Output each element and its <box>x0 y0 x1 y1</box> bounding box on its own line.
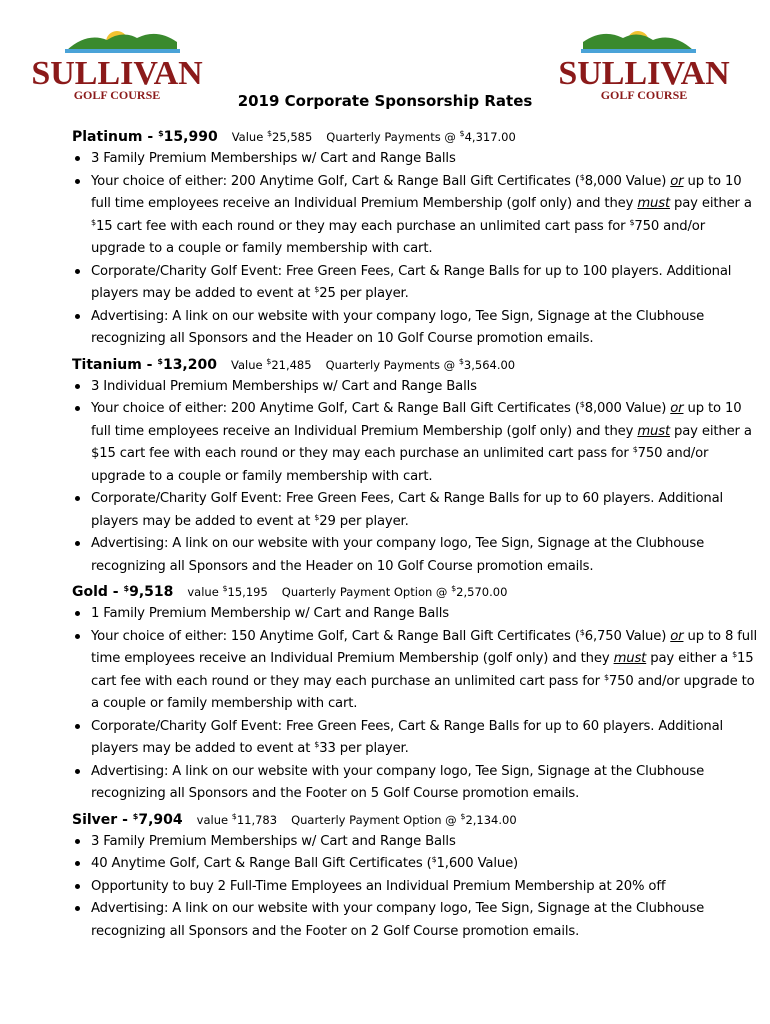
emphasis-or: or <box>670 401 684 416</box>
payment-amount: 4,317.00 <box>464 130 516 144</box>
benefit-item <box>72 898 762 943</box>
tier-heading <box>72 127 762 148</box>
benefit-item <box>72 171 762 261</box>
currency-symbol: $ <box>460 811 466 821</box>
tier-price: 7,904 <box>138 811 183 828</box>
tier-heading <box>72 582 762 603</box>
currency-symbol: $ <box>123 584 130 593</box>
sponsorship-content <box>72 127 762 943</box>
tier-name <box>72 812 183 828</box>
benefit-item <box>72 488 762 533</box>
currency-symbol: $ <box>632 445 638 454</box>
benefit-text: 3 Family Premium Memberships w/ Cart and Range Balls <box>91 151 456 166</box>
benefit-text: up to 10 full time employees receive an Individual Premium Membership (golf only) and they <box>91 173 742 211</box>
tier-section <box>72 582 762 806</box>
benefit-text: Corporate/Charity Golf Event: Free Green Fees, Cart & Range Balls for up to 60 players. Additional players may be added to event at <box>91 718 724 756</box>
currency-symbol: $ <box>579 172 585 182</box>
benefit-text: pay either a <box>646 651 733 666</box>
currency-symbol: $ <box>158 129 164 138</box>
benefit-text: pay either a $15 cart fee with each round or they may each purchase an unlimited cart pass for <box>91 423 752 461</box>
tier-label: Silver - <box>72 811 133 828</box>
tier-label: Titanium - <box>72 356 158 373</box>
benefit-text: 15 cart fee with each round or they may each purchase an unlimited cart pass for <box>95 218 630 234</box>
currency-symbol: $ <box>579 400 585 409</box>
tier-price: 13,200 <box>162 356 217 373</box>
emphasis-must: must <box>637 423 670 439</box>
benefit-item <box>72 148 762 171</box>
tier-price: 9,518 <box>129 584 174 600</box>
benefit-text: 29 per player. <box>319 513 409 529</box>
benefit-text: 8,000 Value) <box>584 401 667 416</box>
currency-symbol: $ <box>603 672 609 682</box>
benefit-item <box>72 876 762 899</box>
emphasis-or: or <box>670 628 684 644</box>
currency-symbol: $ <box>222 584 228 593</box>
currency-symbol: $ <box>314 740 320 749</box>
currency-symbol: $ <box>579 627 585 637</box>
logo-subtitle-text: GOLF COURSE <box>73 88 161 102</box>
benefit-item <box>72 603 762 626</box>
benefit-text: pay either a <box>669 196 752 211</box>
value-label: value <box>196 812 232 827</box>
tier-meta <box>232 130 516 144</box>
emphasis-must: must <box>613 651 647 666</box>
benefit-text: Opportunity to buy 2 Full-Time Employees an Individual Premium Membership at 20% off <box>91 878 666 894</box>
payment-amount: 2,570.00 <box>456 585 508 599</box>
benefit-text: Your choice of either: 200 Anytime Golf, Cart & Range Ball Gift Certificates ( <box>91 173 580 189</box>
logo-left <box>31 22 203 102</box>
value-amount: 25,585 <box>272 130 313 144</box>
currency-symbol: $ <box>431 855 437 864</box>
benefit-text: 8,000 Value) <box>584 173 667 189</box>
logo-brand-text: SULLIVAN <box>558 55 730 92</box>
benefit-item <box>72 306 762 351</box>
currency-symbol: $ <box>314 285 320 294</box>
benefit-text: 6,750 Value) <box>584 628 667 644</box>
currency-symbol: $ <box>314 512 320 522</box>
tier-section <box>72 810 762 944</box>
logo-brand-text: SULLIVAN <box>31 55 203 92</box>
payment-label: Quarterly Payments @ <box>325 357 459 372</box>
page-title: 2019 Corporate Sponsorship Rates <box>237 92 533 110</box>
benefit-text: 3 Individual Premium Memberships w/ Cart and Range Balls <box>91 378 477 394</box>
benefit-text: Advertising: A link on our website with your company logo, Tee Sign, Signage at the Clubhouse recognizing all Sponsors and the Footer on 2 Golf Course promotion emails. <box>91 901 705 939</box>
tier-name <box>72 129 218 145</box>
benefit-item <box>72 761 762 806</box>
benefit-item <box>72 626 762 716</box>
currency-symbol: $ <box>157 356 163 366</box>
currency-symbol: $ <box>459 129 465 138</box>
currency-symbol: $ <box>629 217 635 227</box>
benefit-item <box>72 853 762 876</box>
tier-heading <box>72 810 762 831</box>
benefit-item <box>72 831 762 854</box>
tier-label: Gold - <box>72 584 124 600</box>
benefit-text: 40 Anytime Golf, Cart & Range Ball Gift Certificates ( <box>91 856 432 871</box>
tier-meta <box>197 813 517 827</box>
payment-label: Quarterly Payments @ <box>326 130 460 144</box>
tier-meta <box>187 585 507 599</box>
benefit-text: Your choice of either: 150 Anytime Golf, Cart & Range Ball Gift Certificates ( <box>91 628 580 644</box>
value-label: Value <box>231 130 267 144</box>
benefit-text: 750 and/or upgrade to a couple or family membership with cart. <box>91 218 705 256</box>
benefit-list <box>72 831 762 944</box>
benefit-text: up to 10 full time employees receive an Individual Premium Membership (golf only) and they <box>91 401 742 439</box>
payment-label: Quarterly Payment Option @ <box>291 812 461 827</box>
benefit-text: 1 Family Premium Membership w/ Cart and Range Balls <box>91 606 449 621</box>
logo-subtitle-text: GOLF COURSE <box>600 88 688 102</box>
currency-symbol: $ <box>451 584 457 593</box>
currency-symbol: $ <box>266 129 273 138</box>
payment-amount: 3,564.00 <box>463 357 516 372</box>
value-amount: 21,485 <box>271 357 312 372</box>
payment-amount: 2,134.00 <box>465 812 517 827</box>
benefit-list <box>72 603 762 806</box>
benefit-list <box>72 148 762 351</box>
currency-symbol: $ <box>132 811 139 821</box>
tier-section <box>72 355 762 579</box>
benefit-text: Advertising: A link on our website with your company logo, Tee Sign, Signage at the Clubhouse recognizing all Sponsors and the Footer on 5 Golf Course promotion emails. <box>91 763 705 801</box>
benefit-text: Advertising: A link on our website with your company logo, Tee Sign, Signage at the Clubhouse recognizing all Sponsors and the Header on 10 Golf Course promotion emails. <box>91 308 705 346</box>
benefit-text: 25 per player. <box>319 286 409 301</box>
tier-meta <box>231 358 515 372</box>
currency-symbol: $ <box>266 356 272 366</box>
benefit-text: 750 and/or upgrade to a couple or family membership with cart. <box>91 446 709 484</box>
benefit-item <box>72 533 762 578</box>
benefit-text: 1,600 Value) <box>436 856 519 871</box>
benefit-item <box>72 716 762 761</box>
benefit-item <box>72 376 762 399</box>
benefit-text: Corporate/Charity Golf Event: Free Green Fees, Cart & Range Balls for up to 60 players. Additional players may be added to event at <box>91 491 724 529</box>
currency-symbol: $ <box>91 217 96 227</box>
currency-symbol: $ <box>231 811 237 821</box>
logo-right <box>558 22 730 102</box>
value-label: value <box>187 585 223 599</box>
currency-symbol: $ <box>732 650 738 659</box>
benefit-item <box>72 261 762 306</box>
benefit-text: 3 Family Premium Memberships w/ Cart and Range Balls <box>91 833 456 849</box>
benefit-text: up to 8 full time employees receive an Individual Premium Membership (golf only) and they <box>91 628 757 666</box>
payment-label: Quarterly Payment Option @ <box>281 585 452 599</box>
benefit-text: Advertising: A link on our website with your company logo, Tee Sign, Signage at the Clubhouse recognizing all Sponsors and the Header on 10 Golf Course promotion emails. <box>91 536 705 574</box>
benefit-text: Corporate/Charity Golf Event: Free Green Fees, Cart & Range Balls for up to 100 players. Additional players may be added to event at <box>91 263 732 301</box>
tier-heading <box>72 355 762 376</box>
benefit-text: Your choice of either: 200 Anytime Golf, Cart & Range Ball Gift Certificates ( <box>91 401 580 416</box>
tier-price: 15,990 <box>163 129 218 145</box>
value-amount: 15,195 <box>227 585 268 599</box>
emphasis-must: must <box>637 196 670 211</box>
value-label: Value <box>230 357 267 372</box>
tier-name <box>72 357 217 373</box>
benefit-text: 33 per player. <box>319 741 409 756</box>
emphasis-or: or <box>670 173 684 189</box>
currency-symbol: $ <box>458 356 464 366</box>
tier-label: Platinum - <box>72 129 159 145</box>
tier-section <box>72 127 762 351</box>
benefit-text: 15 cart fee with each round or they may each purchase an unlimited cart pass for <box>91 651 754 689</box>
benefit-item <box>72 398 762 488</box>
benefit-text: 750 and/or upgrade to a couple or family membership with cart. <box>91 673 755 711</box>
benefit-list <box>72 376 762 579</box>
value-amount: 11,783 <box>236 812 278 827</box>
tier-name <box>72 584 173 600</box>
